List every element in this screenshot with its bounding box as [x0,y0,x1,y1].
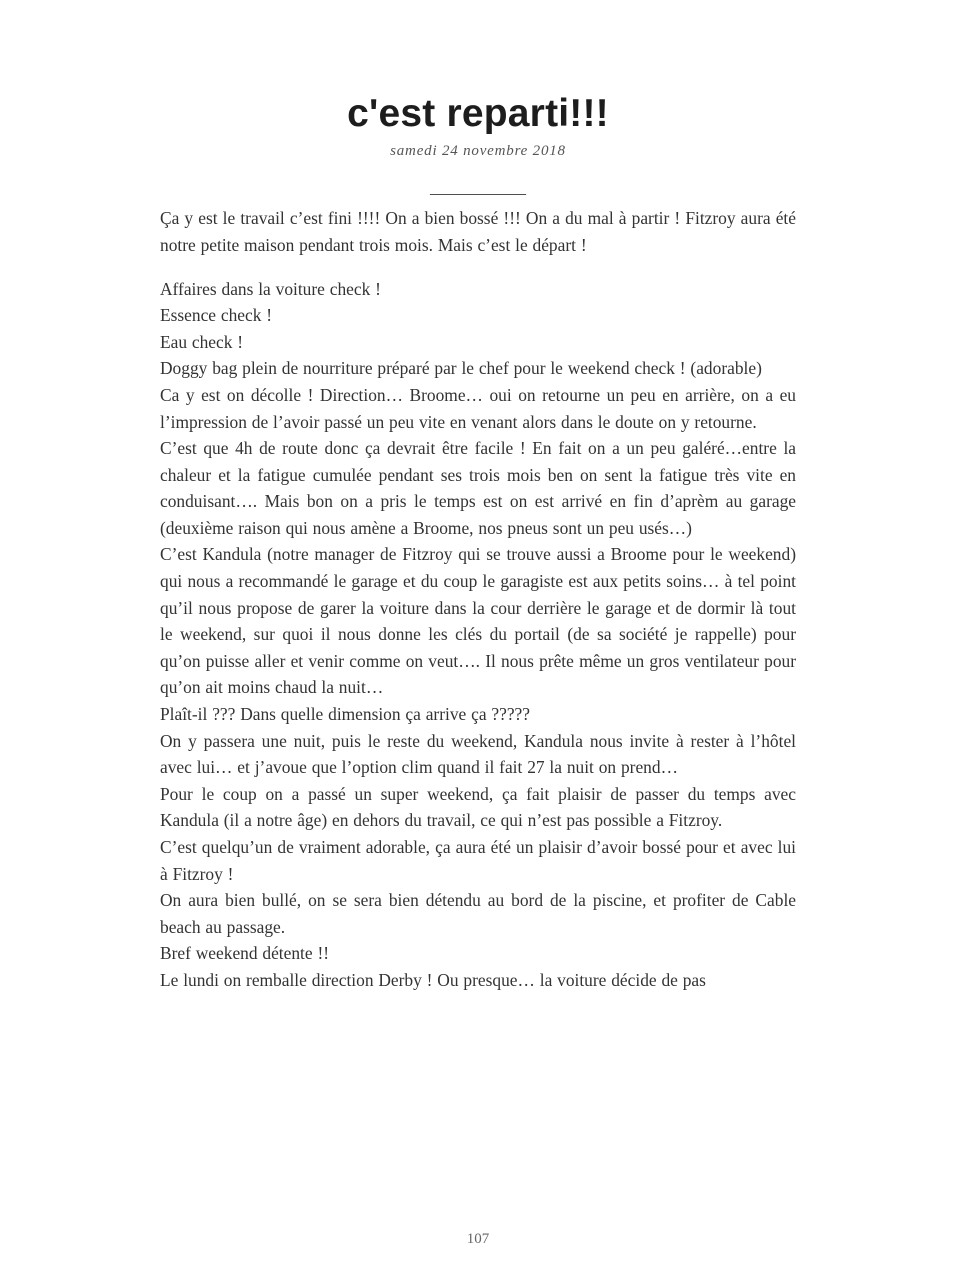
paragraph-intro: Ça y est le travail c’est fini !!!! On a bien bossé !!! On a du mal à partir ! Fitzroy aura été notre petite maison pendant trois mois. Mais c’est le départ ! [160,208,796,255]
paragraph-route: C’est que 4h de route donc ça devrait être facile ! En fait on a un peu galéré…entre la chaleur et la fatigue cumulée pendant ses trois mois ben on sent la fatigue très vite en conduisant…. Mais bon on a pris le temps est on est arrivé en fin d’aprèm au garage (deuxième raison qui nous amène a Broome, nos pneus sont un peu usés…) [160,438,796,538]
page-number: 107 [466,1231,490,1247]
post-title: c'est reparti!!! [347,92,609,135]
paragraph-piscine: On aura bien bullé, on se sera bien détendu au bord de la piscine, et profiter de Cable beach au passage. [160,890,796,937]
post-header [160,92,796,161]
paragraph-bref: Bref weekend détente !! [160,943,330,964]
article-body [160,205,796,993]
post-date: samedi 24 novembre 2018 [390,142,566,159]
paragraph-check-essence: Essence check ! [160,305,273,326]
paragraph-hotel: On y passera une nuit, puis le reste du weekend, Kandula nous invite à rester à l’hôtel avec lui… et j’avoue que l’option clim quand il fait 27 la nuit on prend… [160,730,796,778]
paragraph-adorable: C’est quelqu’un de vraiment adorable, ça aura été un plaisir d’avoir bossé pour et avec lui à Fitzroy ! [160,837,796,884]
paragraph-super-weekend: Pour le coup on a passé un super weekend, ça fait plaisir de passer du temps avec Kandula (il a notre âge) en dehors du travail, ce qui n’est pas possible a Fitzroy. [160,783,796,831]
paragraph-derby: Le lundi on remballe direction Derby ! Ou presque… la voiture décide de pas [160,969,706,990]
section-divider: ____________ [430,180,526,198]
paragraph-kandula-garage: C’est Kandula (notre manager de Fitzroy qui se trouve aussi a Broome pour le weekend) qui nous a recommandé le garage et du coup le garagiste est aux petits soins… à tel point qu’il nous propose de garer la voiture dans la cour derrière le garage et de dormir là tout le weekend, sur quoi il nous donne les clés du portail (de sa société je rappelle) pour qu’on puisse aller et venir comme on veut…. Il nous prête même un gros ventilateur pour qu’on ait moins chaud la nuit… [160,544,796,698]
paragraph-check-voiture: Affaires dans la voiture check ! [160,278,381,299]
paragraph-check-doggy-bag: Doggy bag plein de nourriture préparé par le chef pour le weekend check ! (adorable) [160,358,762,379]
paragraph-depart-broome: Ca y est on décolle ! Direction… Broome… oui on retourne un peu en arrière, on a eu l’impression de l’avoir passé un peu vite en venant alors dans le doute on y retourne. [160,384,796,432]
paragraph-plait-il: Plaît-il ??? Dans quelle dimension ça arrive ça ????? [160,704,530,725]
page-footer [160,1229,796,1276]
paragraph-check-eau: Eau check ! [160,331,244,352]
